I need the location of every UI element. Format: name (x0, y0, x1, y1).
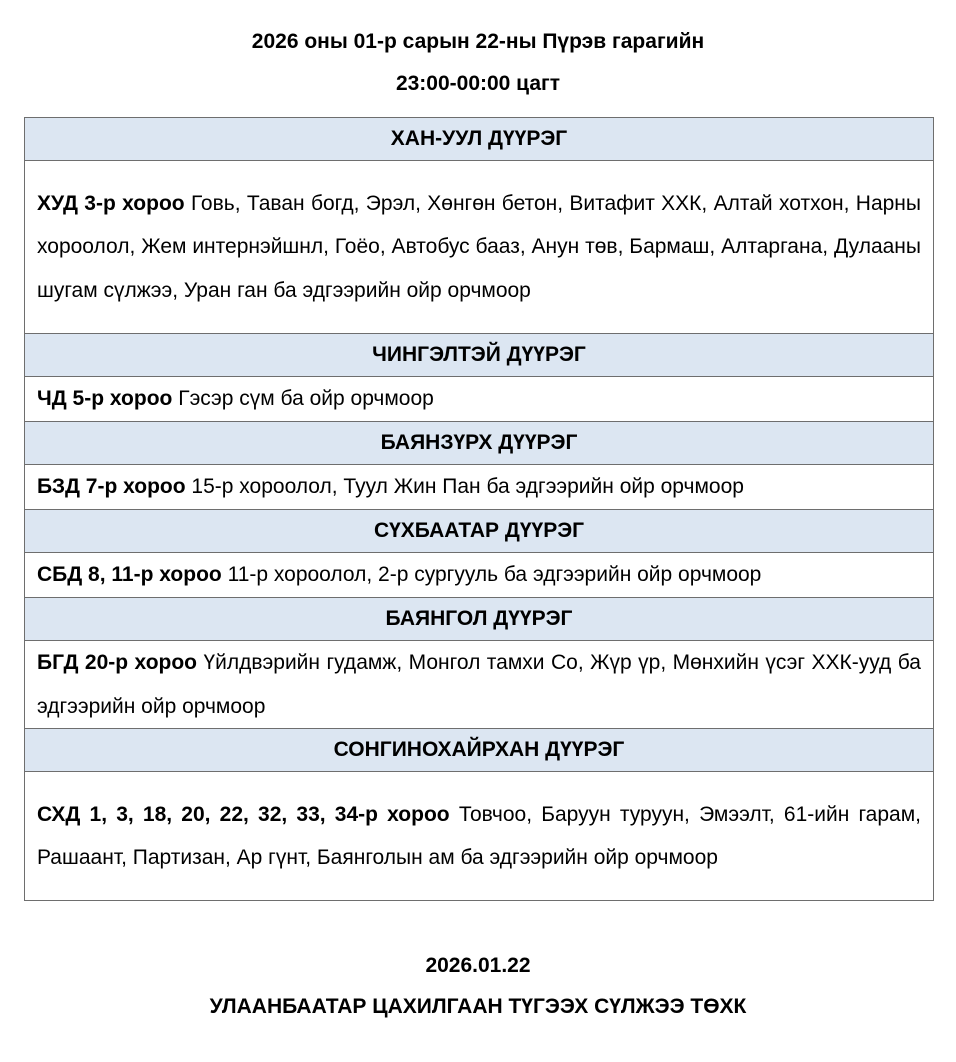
area-cell (25, 641, 934, 729)
district-name: СОНГИНОХАЙРХАН ДҮҮРЭГ (25, 729, 934, 772)
ward-label: ХУД 3-р хороо (37, 191, 185, 215)
area-row (25, 377, 934, 422)
district-row (25, 729, 934, 772)
ward-label: ЧД 5-р хороо (37, 387, 173, 410)
area-list: Говь, Таван богд, Эрэл, Хөнгөн бетон, Витафит ХХК, Алтай хотхон, Нарны хороолол, Жем интернэйшнл, Гоёо, Автобус бааз, Анун төв, Бармаш, Алтаргана, Дулааны шугам сүлжээ, Уран ган ба эдгээрийн ойр орчмоор (37, 191, 921, 302)
district-name: БАЯНГОЛ ДҮҮРЭГ (25, 598, 934, 641)
district-row (25, 510, 934, 553)
area-list: 11-р хороолол, 2-р сургууль ба эдгээрийн ойр орчмоор (227, 563, 762, 586)
area-list: Товчоо, Баруун туруун, Эмээлт, 61-ийн гарам, Рашаант, Партизан, Ар гүнт, Баянголын ам ба эдгээрийн ойр орчмоор (37, 802, 921, 869)
area-cell (25, 772, 934, 901)
area-row (25, 465, 934, 510)
area-list: 15-р хороолол, Туул Жин Пан ба эдгээрийн ойр орчмоор (191, 475, 744, 498)
date-heading: 2026 оны 01-р сарын 22-ны Пүрэв гарагийн (251, 30, 705, 53)
ward-label: БЗД 7-р хороо (37, 475, 186, 498)
time-heading: 23:00-00:00 цагт (395, 72, 561, 95)
ward-label: БГД 20-р хороо (37, 651, 198, 674)
district-row (25, 334, 934, 377)
area-row (25, 553, 934, 598)
district-name: ЧИНГЭЛТЭЙ ДҮҮРЭГ (25, 334, 934, 377)
ward-label: СБД 8, 11-р хороо (37, 563, 222, 586)
area-row (25, 641, 934, 729)
footer-organization: УЛААНБААТАР ЦАХИЛГААН ТҮГЭЭХ СҮЛЖЭЭ ТӨХК (209, 995, 747, 1018)
district-row (25, 598, 934, 641)
district-row (25, 422, 934, 465)
area-list: Гэсэр сүм ба ойр орчмоор (178, 387, 434, 410)
district-name: СҮХБААТАР ДҮҮРЭГ (25, 510, 934, 553)
area-cell (25, 553, 934, 598)
area-row (25, 161, 934, 334)
area-cell (25, 161, 934, 334)
district-name: ХАН-УУЛ ДҮҮРЭГ (25, 118, 934, 161)
ward-label: СХД 1, 3, 18, 20, 22, 32, 33, 34-р хороо (37, 802, 450, 826)
district-name: БАЯНЗҮРХ ДҮҮРЭГ (25, 422, 934, 465)
footer-date: 2026.01.22 (425, 954, 531, 977)
district-row (25, 118, 934, 161)
outage-schedule-table (24, 117, 934, 901)
area-cell (25, 465, 934, 510)
area-list: Үйлдвэрийн гудамж, Монгол тамхи Со, Жүр үр, Мөнхийн үсэг ХХК-ууд ба эдгээрийн ойр орчмоор (37, 651, 921, 718)
area-row (25, 772, 934, 901)
area-cell (25, 377, 934, 422)
